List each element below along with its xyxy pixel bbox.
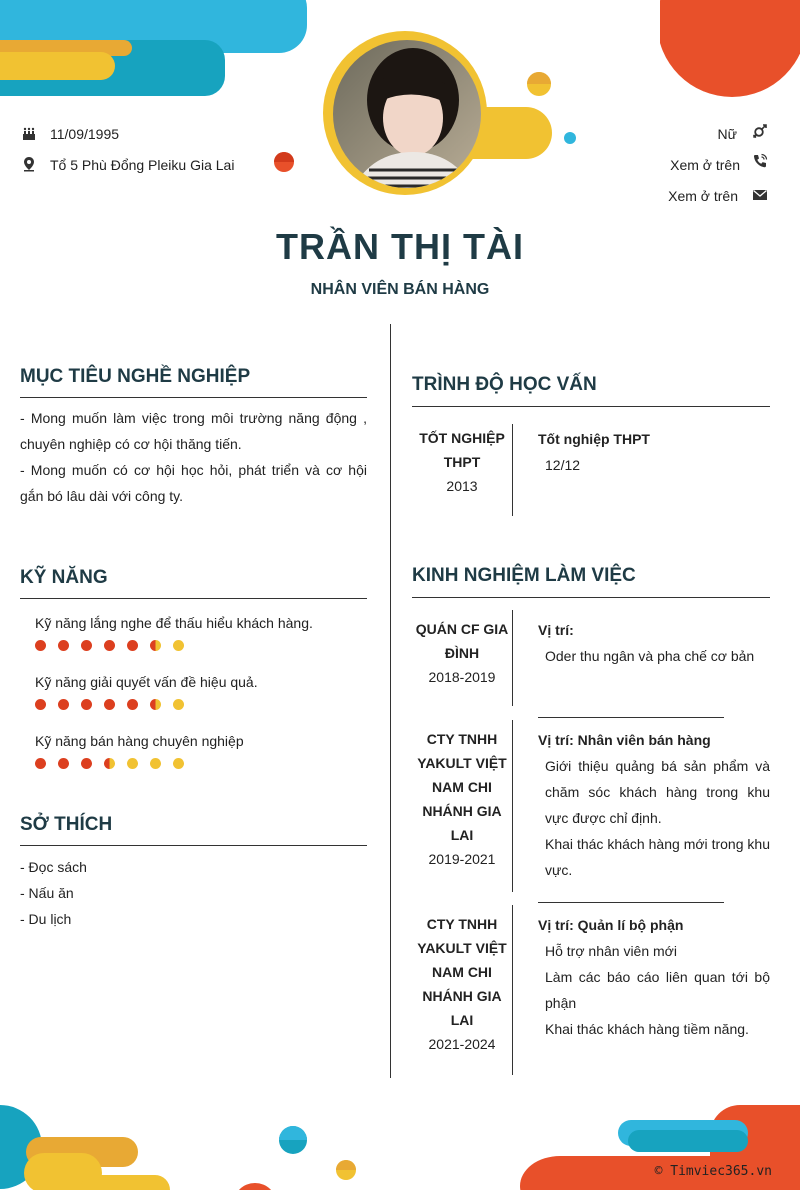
education-divider	[512, 424, 513, 516]
hobby-item: - Nấu ăn	[20, 885, 74, 901]
experience-divider	[512, 905, 513, 1075]
skill-label: Kỹ năng bán hàng chuyên nghiệp	[35, 733, 244, 749]
skills-underline	[20, 598, 367, 599]
rating-dot	[127, 640, 138, 651]
hobby-item: - Du lịch	[20, 911, 72, 927]
objective-line: - Mong muốn làm việc trong môi trường năng động , chuyên nghiệp có cơ hội thăng tiến.	[20, 410, 367, 452]
experience-divider	[512, 610, 513, 706]
education-year: 2013	[446, 478, 478, 494]
address-text: Tổ 5 Phù Đổng Pleiku Gia Lai	[50, 157, 235, 173]
rating-dot	[173, 758, 184, 769]
rating-dot	[150, 699, 161, 710]
objective-title: MỤC TIÊU NGHỀ NGHIỆP	[20, 366, 251, 387]
rating-dot	[35, 640, 46, 651]
candidate-name: TRẦN THỊ TÀI	[276, 226, 524, 267]
education-degree: Tốt nghiệp THPT	[538, 431, 650, 447]
email-envelope-icon	[752, 187, 768, 203]
education-school: TỐT NGHIỆP THPT 2013	[414, 426, 510, 498]
rating-dot	[81, 699, 92, 710]
skill-rating	[35, 640, 184, 651]
objective-line: - Mong muốn có cơ hội học hỏi, phát triển và cơ hội gắn bó lâu dài với công ty.	[20, 462, 367, 504]
objective-text	[20, 405, 367, 509]
hobby-item: - Đọc sách	[20, 859, 87, 875]
rating-dot	[150, 640, 161, 651]
experience-desc: Oder thu ngân và pha chế cơ bản	[545, 648, 755, 664]
rating-dot	[58, 699, 69, 710]
rating-dot	[81, 640, 92, 651]
bottom-left-decoration	[0, 1095, 380, 1190]
rating-dot	[35, 699, 46, 710]
education-detail: 12/12	[545, 457, 581, 473]
experience-title: KINH NGHIỆM LÀM VIỆC	[412, 565, 636, 586]
experience-role: Vị trí: Nhân viên bán hàng	[538, 732, 711, 748]
experience-role: Vị trí: Quản lí bộ phận	[538, 917, 684, 933]
rating-dot	[173, 699, 184, 710]
experience-separator	[538, 717, 724, 718]
rating-dot	[150, 758, 161, 769]
rating-dot	[58, 640, 69, 651]
experience-role: Vị trí:	[538, 622, 574, 638]
experience-company: CTY TNHH YAKULT VIỆT NAM CHI NHÁNH GIA LAI 2021-2024	[414, 912, 510, 1056]
hobbies-title: SỞ THÍCH	[20, 814, 113, 835]
skill-label: Kỹ năng lắng nghe để thấu hiểu khách hàng.	[35, 615, 313, 631]
birthday-cake-icon	[21, 125, 37, 141]
rating-dot	[104, 699, 115, 710]
rating-dot	[104, 640, 115, 651]
skill-rating	[35, 699, 184, 710]
location-pin-icon	[21, 156, 37, 172]
skills-title: KỸ NĂNG	[20, 567, 108, 588]
candidate-position: NHÂN VIÊN BÁN HÀNG	[310, 281, 490, 298]
rating-dot	[173, 640, 184, 651]
experience-separator	[538, 902, 724, 903]
column-divider	[390, 324, 391, 1078]
rating-dot	[58, 758, 69, 769]
education-underline	[412, 406, 770, 407]
phone-text: Xem ở trên	[670, 157, 740, 173]
skill-rating	[35, 758, 184, 769]
gender-icon	[752, 124, 768, 140]
birthday-text: 11/09/1995	[50, 126, 120, 142]
experience-desc: Hỗ trợ nhân viên mới Làm các báo cáo liên quan tới bộ phận Khai thác khách hàng tiềm năng.	[545, 943, 770, 1037]
experience-underline	[412, 597, 770, 598]
hobbies-underline	[20, 845, 367, 846]
rating-dot	[81, 758, 92, 769]
top-right-decoration	[660, 0, 800, 100]
experience-company: CTY TNHH YAKULT VIỆT NAM CHI NHÁNH GIA LAI 2019-2021	[414, 727, 510, 871]
objective-underline	[20, 397, 367, 398]
experience-desc: Giới thiệu quảng bá sản phẩm và chăm sóc khách hàng trong khu vực được chỉ định. Khai thác khách hàng mới trong khu vực.	[545, 758, 770, 878]
education-title: TRÌNH ĐỘ HỌC VẤN	[412, 374, 597, 395]
skill-label: Kỹ năng giải quyết vấn đề hiệu quả.	[35, 674, 258, 690]
experience-company: QUÁN CF GIA ĐÌNH 2018-2019	[414, 617, 510, 689]
experience-time: 2018-2019	[428, 669, 496, 685]
email-text: Xem ở trên	[668, 188, 738, 204]
experience-time: 2021-2024	[428, 1036, 496, 1052]
gender-text: Nữ	[717, 126, 737, 142]
experience-time: 2019-2021	[428, 851, 496, 867]
rating-dot	[127, 699, 138, 710]
footer-watermark: © Timviec365.vn	[654, 1164, 772, 1179]
rating-dot	[35, 758, 46, 769]
experience-divider	[512, 720, 513, 892]
rating-dot	[104, 758, 115, 769]
avatar	[333, 40, 481, 188]
phone-icon	[752, 153, 768, 169]
rating-dot	[127, 758, 138, 769]
